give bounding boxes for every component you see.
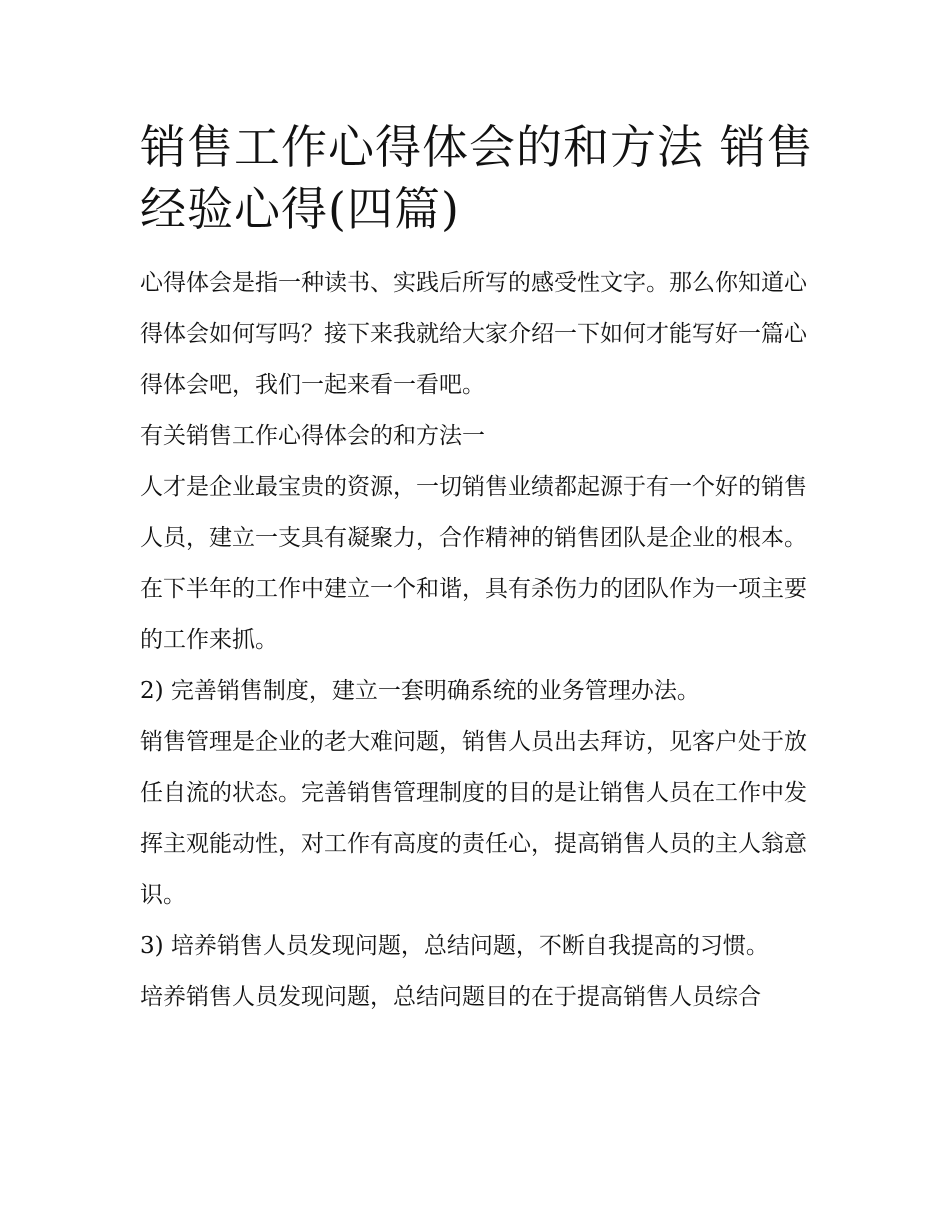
body-paragraph: 培养销售人员发现问题，总结问题目的在于提高销售人员综合: [140, 984, 761, 1010]
list-item-2: 2) 完善销售制度，建立一套明确系统的业务管理办法。: [140, 678, 700, 704]
body-paragraph: 销售管理是企业的老大难问题，销售人员出去拜访，见客户处于放任自流的状态。完善销售管理制度的目的是让销售人员在工作中发挥主观能动性，对工作有高度的责任心，提高销售人员的主人翁意识。: [140, 729, 807, 908]
intro-paragraph: 心得体会是指一种读书、实践后所写的感受性文字。那么你知道心得体会如何写吗？接下来我就给大家介绍一下如何才能写好一篇心得体会吧，我们一起来看一看吧。: [140, 270, 807, 398]
document-body: [140, 258, 820, 1023]
body-paragraph: 人才是企业最宝贵的资源，一切销售业绩都起源于有一个好的销售人员，建立一支具有凝聚力，合作精神的销售团队是企业的根本。在下半年的工作中建立一个和谐，具有杀伤力的团队作为一项主要的工作来抓。: [140, 474, 807, 653]
document-content: [140, 116, 820, 1023]
document-title: 销售工作心得体会的和方法 销售经验心得(四篇): [140, 120, 814, 236]
list-item-3: 3) 培养销售人员发现问题，总结问题，不断自我提高的习惯。: [140, 933, 769, 959]
section-heading: 有关销售工作心得体会的和方法一: [140, 423, 485, 449]
